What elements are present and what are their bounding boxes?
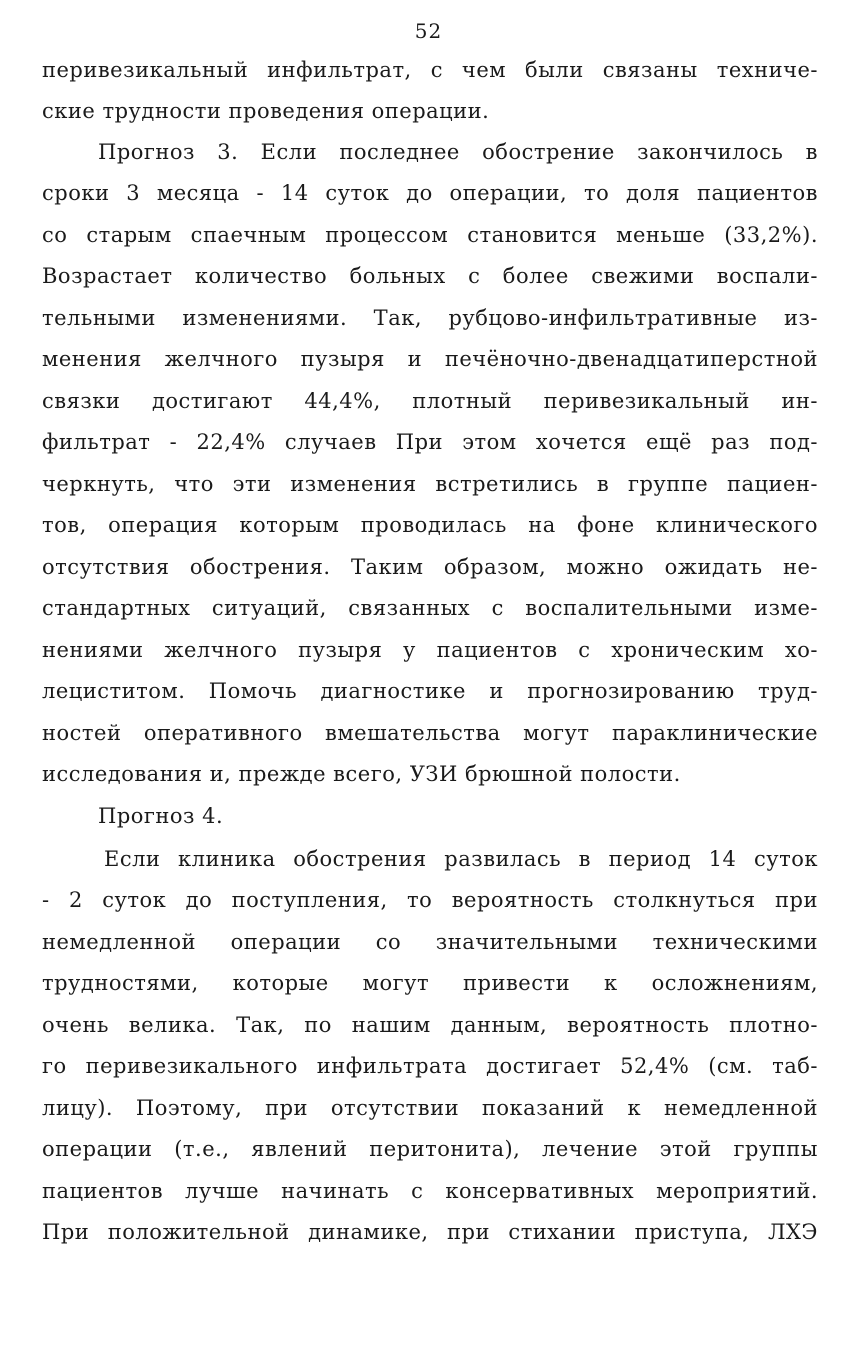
section-heading: Прогноз 4.	[98, 804, 224, 828]
text-line: тельными изменениями. Так, рубцово-инфильтративные из-	[42, 306, 818, 330]
text-line: стандартных ситуаций, связанных с воспалительными изме-	[42, 596, 818, 620]
text-line: связки достигают 44,4%, плотный перивезикальный ин-	[42, 389, 818, 413]
text-line: нениями желчного пузыря у пациентов с хроническим хо-	[42, 638, 818, 662]
text-line: исследования и, прежде всего, УЗИ брюшной полости.	[42, 762, 681, 786]
text-line: черкнуть, что эти изменения встретились в группе пациен-	[42, 472, 818, 496]
text-line: очень велика. Так, по нашим данным, вероятность плотно-	[42, 1013, 818, 1037]
text-line: Возрастает количество больных с более свежими воспали-	[42, 264, 818, 288]
text-line: отсутствия обострения. Таким образом, можно ожидать не-	[42, 555, 818, 579]
text-line: со старым спаечным процессом становится меньше (33,2%).	[42, 223, 818, 247]
text-line: менения желчного пузыря и печёночно-двенадцатиперстной	[42, 347, 818, 371]
text-line: сроки 3 месяца - 14 суток до операции, то доля пациентов	[42, 181, 818, 205]
text-line: При положительной динамике, при стихании приступа, ЛХЭ	[42, 1220, 818, 1244]
text-line: фильтрат - 22,4% случаев При этом хочется ещё раз под-	[42, 430, 818, 454]
page-number: 52	[414, 19, 443, 43]
text-line: лециститом. Помочь диагностике и прогнозированию труд-	[42, 679, 818, 703]
text-line: перивезикальный инфильтрат, с чем были связаны техниче-	[42, 58, 818, 82]
text-line: ностей оперативного вмешательства могут параклинические	[42, 721, 818, 745]
text-line: тов, операция которым проводилась на фоне клинического	[42, 513, 818, 537]
text-line: трудностями, которые могут привести к осложнениям,	[42, 971, 818, 995]
text-line: лицу). Поэтому, при отсутствии показаний к немедленной	[42, 1096, 818, 1120]
text-line: пациентов лучше начинать с консервативных мероприятий.	[42, 1179, 818, 1203]
text-line: немедленной операции со значительными техническими	[42, 930, 818, 954]
text-line: - 2 суток до поступления, то вероятность столкнуться при	[42, 888, 818, 912]
text-line: Если клиника обострения развилась в период 14 суток	[104, 847, 818, 871]
text-line: Прогноз 3. Если последнее обострение закончилось в	[98, 140, 818, 164]
text-line: го перивезикального инфильтрата достигает 52,4% (см. таб-	[42, 1054, 818, 1078]
text-line: ские трудности проведения операции.	[42, 99, 490, 123]
text-line: операции (т.е., явлений перитонита), лечение этой группы	[42, 1137, 818, 1161]
